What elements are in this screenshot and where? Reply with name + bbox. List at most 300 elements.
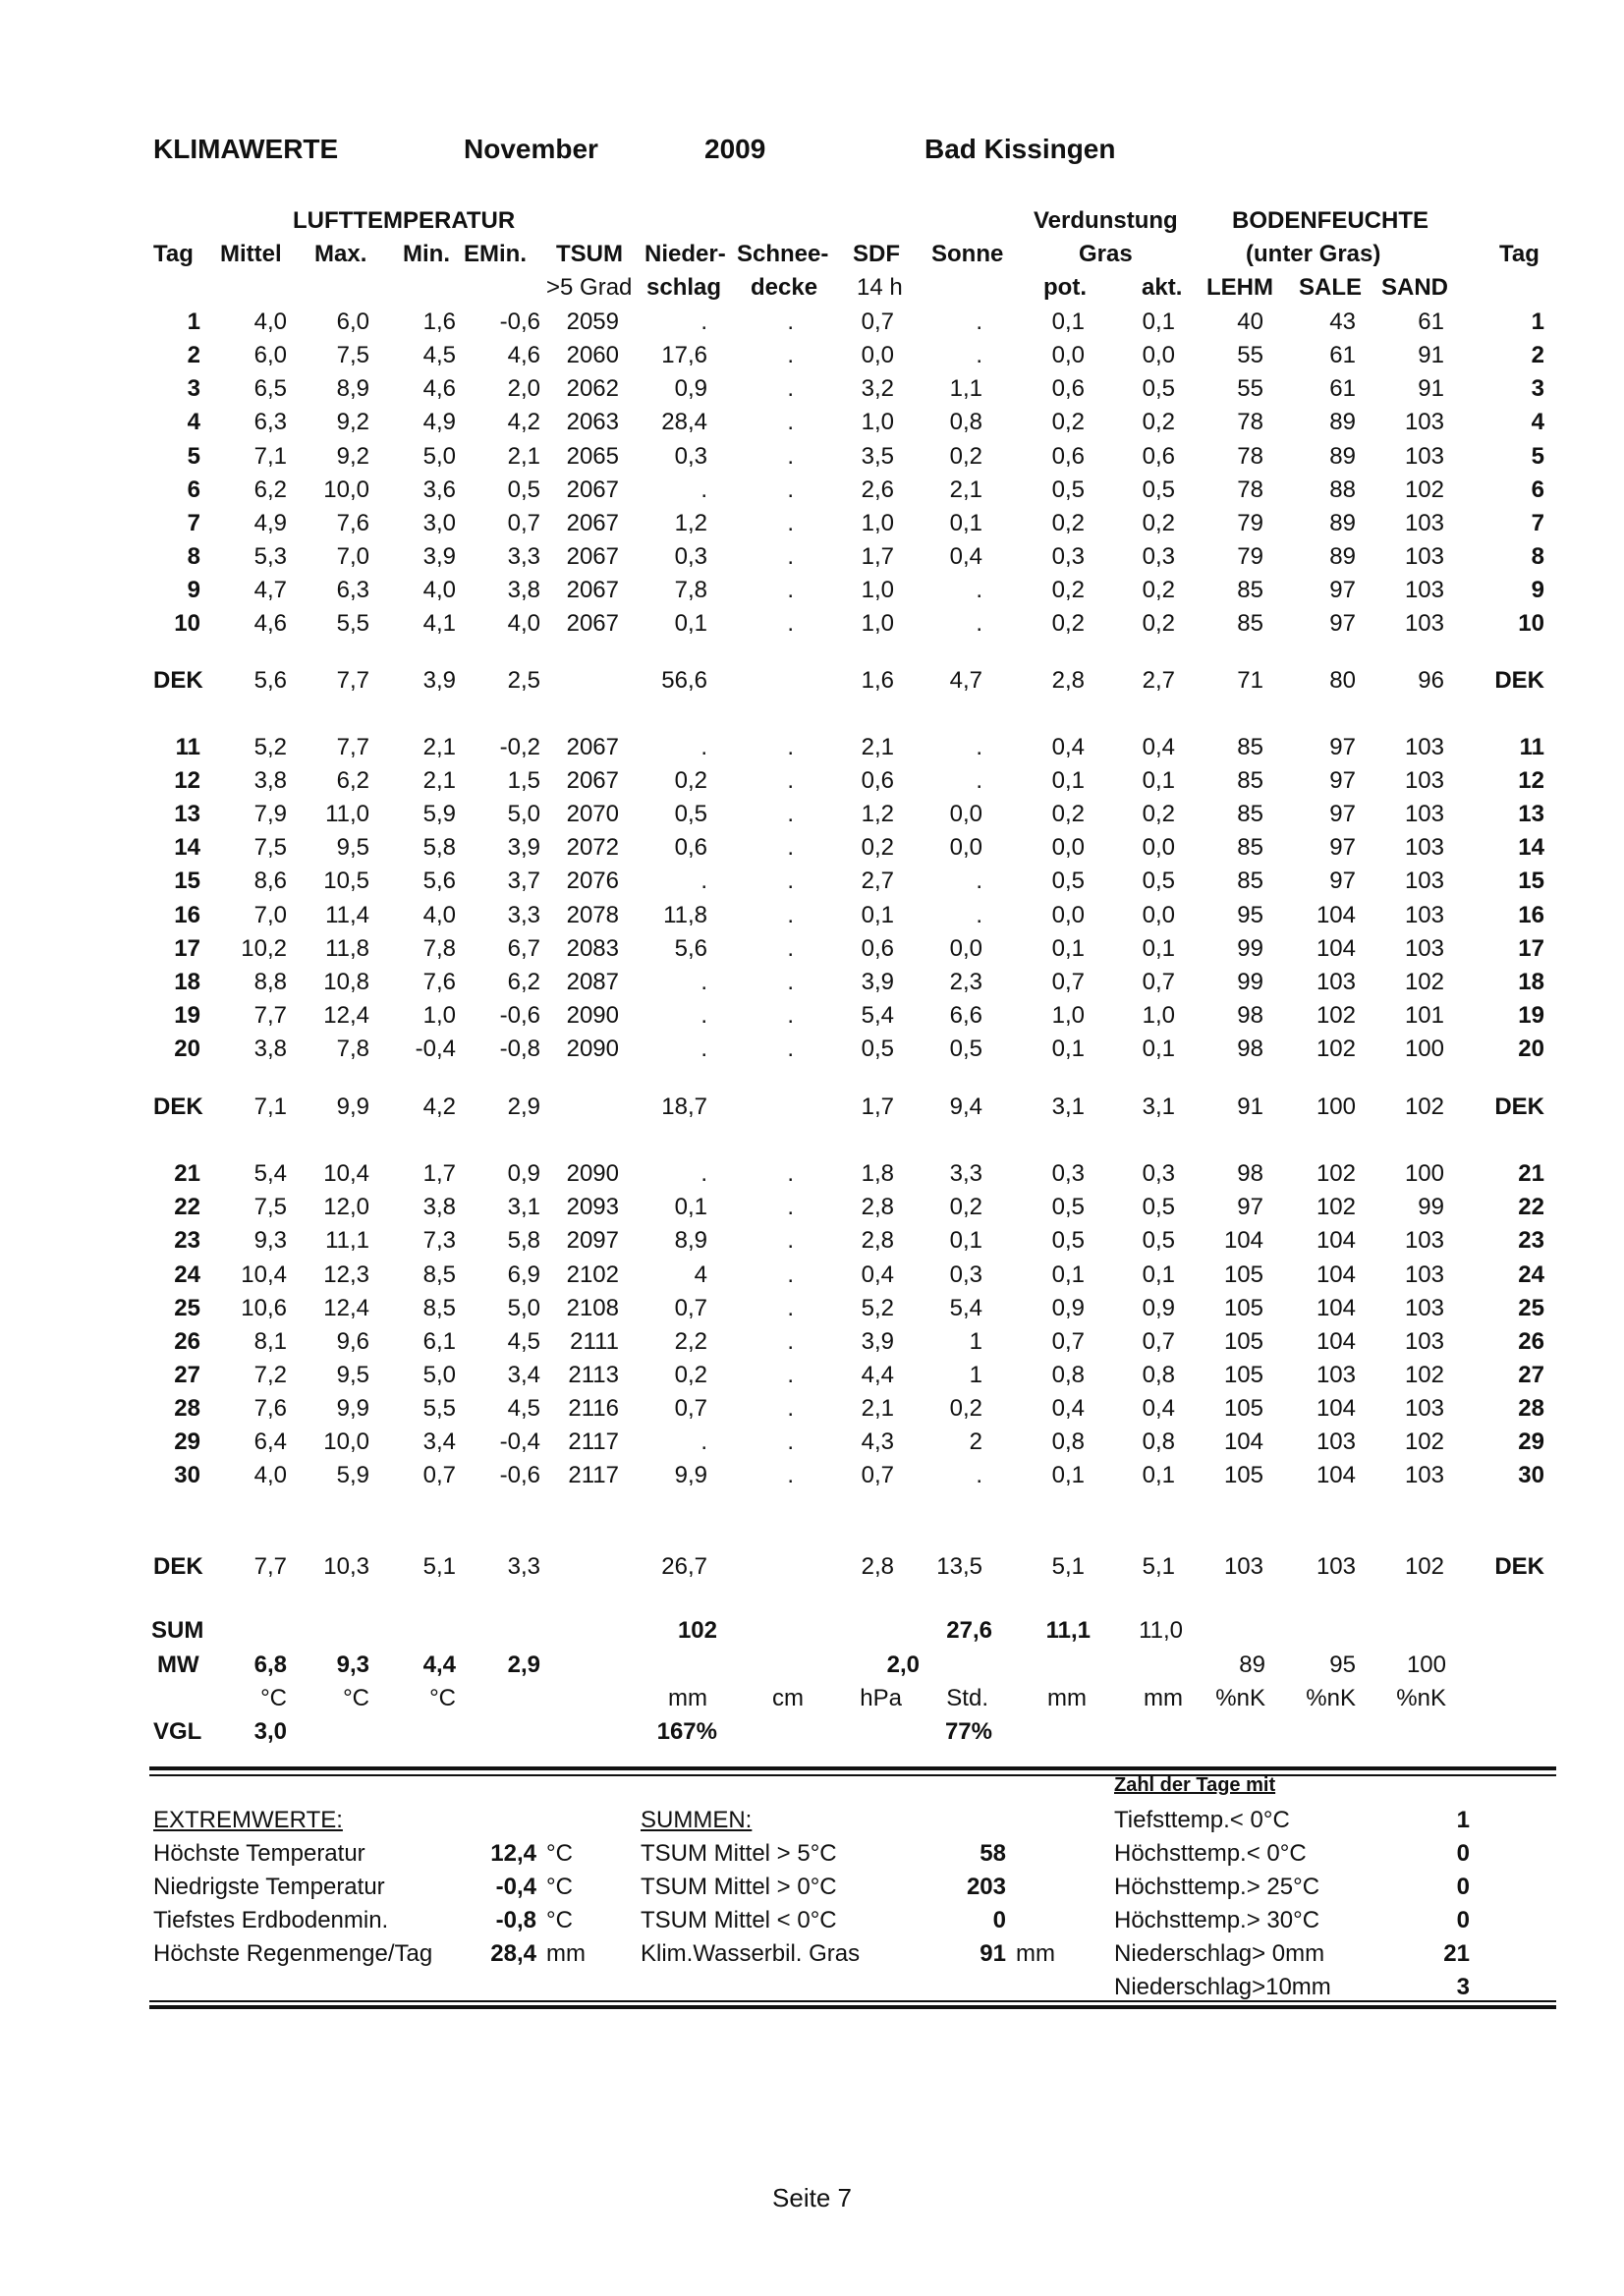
row-tag-right-cell: 20 [1518,1036,1544,1062]
header-verdunstung: Verdunstung [1034,207,1178,234]
row-akt-cell: 0,2 [1142,801,1175,827]
row-tsum-cell: 2065 [566,443,619,470]
row-tsum-cell: 2067 [566,543,619,570]
extreme-label: Höchste Regenmenge/Tag [153,1940,433,1967]
row-mittel-cell: 8,6 [253,868,287,894]
dek-min-cell: 4,2 [422,1093,456,1120]
row-sand-cell: 102 [1404,1362,1444,1388]
row-lehm-cell: 105 [1223,1395,1263,1422]
mw-min: 4,4 [422,1652,456,1678]
row-tag-cell: 20 [174,1036,200,1062]
dek-sonne-cell: 9,4 [949,1093,982,1120]
row-schnee-cell: . [787,902,794,928]
row-emin-cell: 5,0 [507,801,540,827]
row-emin-cell: -0,4 [499,1428,540,1455]
row-pot-cell: 0,1 [1051,935,1085,962]
row-sdf-cell: 1,2 [861,801,894,827]
report-year: 2009 [704,134,766,164]
row-tsum-cell: 2102 [566,1261,619,1288]
row-nieder-cell: 0,6 [674,834,707,861]
row-sand-cell: 103 [1404,543,1444,570]
row-emin-cell: 0,7 [507,510,540,536]
extreme-value: 28,4 [490,1940,536,1967]
row-tag-right-cell: 18 [1518,969,1544,995]
dek-tag-right-cell: DEK [1494,667,1544,694]
row-sale-cell: 89 [1329,543,1356,570]
row-tag-right-cell: 11 [1519,734,1544,760]
row-sand-cell: 103 [1404,1328,1444,1355]
extreme-unit: °C [546,1874,573,1900]
row-pot-cell: 0,5 [1051,1227,1085,1254]
dek-mittel-cell: 7,1 [253,1093,287,1120]
row-tag-right-cell: 24 [1518,1261,1544,1288]
header-max: Max. [314,241,367,267]
row-min-cell: 1,0 [422,1002,456,1029]
row-tag-cell: 28 [174,1395,200,1422]
row-pot-cell: 1,0 [1051,1002,1085,1029]
row-tsum-cell: 2060 [566,342,619,368]
row-sale-cell: 102 [1316,1194,1356,1220]
row-tag-cell: 26 [174,1328,200,1355]
header-schlag: schlag [646,274,722,301]
row-tsum-cell: 2072 [566,834,619,861]
row-mittel-cell: 3,8 [253,767,287,794]
row-schnee-cell: . [787,543,794,570]
row-min-cell: 5,9 [422,801,456,827]
row-tsum-cell: 2067 [566,577,619,603]
row-tag-right-cell: 30 [1518,1462,1544,1488]
row-schnee-cell: . [787,969,794,995]
row-emin-cell: 4,0 [507,610,540,637]
row-tag-right-cell: 7 [1531,510,1544,536]
row-lehm-cell: 78 [1237,409,1263,435]
report-month: November [464,134,598,164]
row-nieder-cell: 11,8 [663,902,707,928]
row-tag-right-cell: 3 [1531,375,1544,402]
row-mittel-cell: 5,2 [253,734,287,760]
row-sand-cell: 103 [1404,801,1444,827]
row-mittel-cell: 8,8 [253,969,287,995]
row-tag-cell: 4 [187,409,200,435]
row-lehm-cell: 98 [1237,1160,1263,1187]
row-tsum-cell: 2063 [566,409,619,435]
row-max-cell: 9,9 [336,1395,369,1422]
row-sale-cell: 102 [1316,1002,1356,1029]
unit-sonne: Std. [946,1685,988,1711]
row-max-cell: 6,3 [336,577,369,603]
row-mittel-cell: 6,0 [253,342,287,368]
row-min-cell: 7,6 [422,969,456,995]
row-pot-cell: 0,1 [1051,1036,1085,1062]
row-emin-cell: 2,0 [507,375,540,402]
row-tsum-cell: 2093 [566,1194,619,1220]
header-bodenfeuchte: BODENFEUCHTE [1232,207,1429,234]
row-tsum-cell: 2087 [566,969,619,995]
row-lehm-cell: 79 [1237,543,1263,570]
row-akt-cell: 0,1 [1142,308,1175,335]
row-tsum-cell: 2116 [568,1395,619,1422]
days-item-value: 0 [1456,1874,1470,1900]
row-mittel-cell: 6,3 [253,409,287,435]
row-emin-cell: 3,7 [507,868,540,894]
unit-schnee: cm [772,1685,804,1711]
row-sale-cell: 104 [1316,1395,1356,1422]
row-sand-cell: 103 [1404,1227,1444,1254]
row-min-cell: 3,4 [422,1428,456,1455]
row-tag-right-cell: 28 [1518,1395,1544,1422]
row-schnee-cell: . [787,610,794,637]
row-tag-cell: 5 [187,443,200,470]
dek-emin-cell: 2,9 [507,1093,540,1120]
row-min-cell: 1,7 [422,1160,456,1187]
row-pot-cell: 0,1 [1051,767,1085,794]
row-tag-cell: 29 [174,1428,200,1455]
row-sdf-cell: 2,1 [861,734,894,760]
row-tsum-cell: 2083 [566,935,619,962]
row-sand-cell: 103 [1404,443,1444,470]
row-sdf-cell: 5,4 [861,1002,894,1029]
row-akt-cell: 0,8 [1142,1362,1175,1388]
row-sonne-cell: . [976,868,982,894]
dek-tag-cell: DEK [153,1093,203,1120]
row-sale-cell: 61 [1329,375,1356,402]
row-min-cell: -0,4 [415,1036,456,1062]
row-max-cell: 5,5 [336,610,369,637]
row-pot-cell: 0,6 [1051,375,1085,402]
row-tag-right-cell: 17 [1518,935,1544,962]
days-item-value: 21 [1443,1940,1470,1967]
row-tag-right-cell: 5 [1531,443,1544,470]
row-schnee-cell: . [787,834,794,861]
row-tag-cell: 10 [174,610,200,637]
row-pot-cell: 0,5 [1051,476,1085,503]
row-sdf-cell: 0,7 [861,308,894,335]
dek-sand-cell: 102 [1404,1093,1444,1120]
sum-item-value: 91 [980,1940,1006,1967]
mw-lehm: 89 [1239,1652,1265,1678]
row-schnee-cell: . [787,409,794,435]
row-sonne-cell: . [976,767,982,794]
row-lehm-cell: 105 [1223,1462,1263,1488]
row-tag-cell: 21 [174,1160,200,1187]
row-nieder-cell: 0,2 [674,767,707,794]
row-min-cell: 3,9 [422,543,456,570]
row-schnee-cell: . [787,577,794,603]
row-min-cell: 1,6 [422,308,456,335]
dek-lehm-cell: 71 [1237,667,1263,694]
row-tag-right-cell: 16 [1518,902,1544,928]
row-schnee-cell: . [787,1227,794,1254]
row-sale-cell: 103 [1316,1428,1356,1455]
row-lehm-cell: 85 [1237,734,1263,760]
row-sale-cell: 61 [1329,342,1356,368]
row-min-cell: 0,7 [422,1462,456,1488]
dek-sale-cell: 80 [1329,667,1356,694]
row-pot-cell: 0,2 [1051,610,1085,637]
dek-akt-cell: 3,1 [1142,1093,1175,1120]
header-nieder: Nieder- [644,241,726,267]
page-number: Seite 7 [772,2183,852,2212]
row-pot-cell: 0,3 [1051,543,1085,570]
row-sale-cell: 104 [1316,1227,1356,1254]
dek-lehm-cell: 103 [1223,1553,1263,1580]
row-mittel-cell: 7,0 [253,902,287,928]
mw-emin: 2,9 [507,1652,540,1678]
row-emin-cell: 4,5 [507,1328,540,1355]
row-max-cell: 6,2 [336,767,369,794]
row-schnee-cell: . [787,510,794,536]
header-tag-left: Tag [153,241,194,267]
divider-top-thin [149,1774,1556,1776]
row-tag-right-cell: 15 [1518,868,1544,894]
mw-mittel: 6,8 [253,1652,287,1678]
row-nieder-cell: 0,3 [674,543,707,570]
row-pot-cell: 0,4 [1051,1395,1085,1422]
row-tag-cell: 1 [187,308,200,335]
header-akt: akt. [1142,274,1183,301]
dek-sdf-cell: 1,6 [861,667,894,694]
row-akt-cell: 0,4 [1142,734,1175,760]
row-min-cell: 5,0 [422,443,456,470]
row-emin-cell: -0,6 [499,1002,540,1029]
row-akt-cell: 0,9 [1142,1295,1175,1321]
row-min-cell: 7,8 [422,935,456,962]
row-lehm-cell: 104 [1223,1428,1263,1455]
row-sdf-cell: 2,1 [861,1395,894,1422]
header-emin: EMin. [464,241,527,267]
row-tsum-cell: 2111 [570,1328,619,1355]
row-lehm-cell: 99 [1237,969,1263,995]
row-sonne-cell: 0,4 [949,543,982,570]
dek-sdf-cell: 1,7 [861,1093,894,1120]
row-nieder-cell: 8,9 [674,1227,707,1254]
report-title: KLIMAWERTE [153,134,339,164]
row-sdf-cell: 3,5 [861,443,894,470]
row-sale-cell: 97 [1329,610,1356,637]
row-sand-cell: 91 [1418,342,1444,368]
row-min-cell: 7,3 [422,1227,456,1254]
row-lehm-cell: 99 [1237,935,1263,962]
row-sonne-cell: 0,0 [949,935,982,962]
row-akt-cell: 0,4 [1142,1395,1175,1422]
dek-sonne-cell: 13,5 [936,1553,982,1580]
row-tag-cell: 8 [187,543,200,570]
dek-tag-right-cell: DEK [1494,1553,1544,1580]
dek-emin-cell: 3,3 [507,1553,540,1580]
row-sonne-cell: 3,3 [949,1160,982,1187]
header-lehm: LEHM [1206,274,1273,301]
row-akt-cell: 0,0 [1142,902,1175,928]
row-tsum-cell: 2090 [566,1160,619,1187]
row-lehm-cell: 78 [1237,476,1263,503]
extreme-unit: °C [546,1907,573,1933]
extreme-value: 12,4 [490,1840,536,1867]
row-tag-cell: 12 [174,767,200,794]
sum-nieder: 102 [677,1617,717,1644]
days-item-value: 3 [1456,1974,1470,2000]
row-akt-cell: 0,1 [1142,1261,1175,1288]
dek-sale-cell: 103 [1316,1553,1356,1580]
row-mittel-cell: 4,7 [253,577,287,603]
row-min-cell: 8,5 [422,1295,456,1321]
row-min-cell: 4,1 [422,610,456,637]
row-tag-right-cell: 9 [1531,577,1544,603]
row-sdf-cell: 2,8 [861,1194,894,1220]
row-tag-cell: 19 [174,1002,200,1029]
row-sonne-cell: 0,2 [949,1395,982,1422]
row-sonne-cell: 0,5 [949,1036,982,1062]
row-nieder-cell: . [700,969,707,995]
unit-nieder: mm [668,1685,707,1711]
row-tag-cell: 24 [174,1261,200,1288]
row-akt-cell: 0,7 [1142,969,1175,995]
row-emin-cell: 5,0 [507,1295,540,1321]
extreme-value: -0,8 [495,1907,536,1933]
row-sdf-cell: 5,2 [861,1295,894,1321]
row-pot-cell: 0,2 [1051,510,1085,536]
row-sonne-cell: . [976,308,982,335]
row-min-cell: 6,1 [422,1328,456,1355]
row-emin-cell: -0,6 [499,308,540,335]
row-sdf-cell: 4,3 [861,1428,894,1455]
sum-sonne: 27,6 [946,1617,992,1644]
row-sale-cell: 89 [1329,510,1356,536]
row-akt-cell: 0,2 [1142,409,1175,435]
row-sand-cell: 103 [1404,1261,1444,1288]
dek-pot-cell: 5,1 [1051,1553,1085,1580]
row-tsum-cell: 2076 [566,868,619,894]
row-sdf-cell: 0,6 [861,767,894,794]
row-nieder-cell: . [700,868,707,894]
row-akt-cell: 0,0 [1142,834,1175,861]
dek-min-cell: 5,1 [422,1553,456,1580]
row-max-cell: 11,1 [325,1227,369,1254]
row-tsum-cell: 2078 [566,902,619,928]
row-mittel-cell: 4,0 [253,308,287,335]
row-tag-cell: 17 [174,935,200,962]
row-tsum-cell: 2062 [566,375,619,402]
row-nieder-cell: 2,2 [674,1328,707,1355]
row-pot-cell: 0,0 [1051,342,1085,368]
row-emin-cell: 4,5 [507,1395,540,1422]
header-grad: >5 Grad [546,274,633,301]
row-akt-cell: 0,2 [1142,510,1175,536]
row-min-cell: 5,5 [422,1395,456,1422]
sums-heading: SUMMEN: [641,1807,753,1833]
divider-top-thick [149,1766,1556,1770]
row-sdf-cell: 0,5 [861,1036,894,1062]
row-akt-cell: 1,0 [1142,1002,1175,1029]
row-max-cell: 7,8 [336,1036,369,1062]
row-mittel-cell: 7,5 [253,1194,287,1220]
sum-label: SUM [151,1617,204,1644]
row-tsum-cell: 2070 [566,801,619,827]
unit-mittel: °C [260,1685,287,1711]
row-lehm-cell: 85 [1237,868,1263,894]
unit-akt: mm [1144,1685,1183,1711]
row-tag-cell: 23 [174,1227,200,1254]
dek-max-cell: 7,7 [336,667,369,694]
row-tag-right-cell: 29 [1518,1428,1544,1455]
dek-lehm-cell: 91 [1237,1093,1263,1120]
row-nieder-cell: 0,7 [674,1395,707,1422]
row-sonne-cell: 6,6 [949,1002,982,1029]
row-mittel-cell: 6,4 [253,1428,287,1455]
row-sonne-cell: 2,3 [949,969,982,995]
row-mittel-cell: 5,4 [253,1160,287,1187]
row-akt-cell: 0,5 [1142,1194,1175,1220]
row-sonne-cell: 0,2 [949,1194,982,1220]
row-max-cell: 9,5 [336,834,369,861]
days-item-label: Höchsttemp.> 30°C [1114,1907,1320,1933]
extreme-label: Tiefstes Erdbodenmin. [153,1907,389,1933]
row-sonne-cell: . [976,902,982,928]
row-min-cell: 3,0 [422,510,456,536]
row-tag-right-cell: 22 [1518,1194,1544,1220]
dek-min-cell: 3,9 [422,667,456,694]
row-tag-right-cell: 8 [1531,543,1544,570]
row-pot-cell: 0,8 [1051,1362,1085,1388]
row-sand-cell: 101 [1404,1002,1444,1029]
row-sdf-cell: 1,7 [861,543,894,570]
dek-akt-cell: 2,7 [1142,667,1175,694]
dek-sand-cell: 96 [1418,667,1444,694]
row-mittel-cell: 7,5 [253,834,287,861]
row-emin-cell: 3,3 [507,902,540,928]
row-schnee-cell: . [787,342,794,368]
row-mittel-cell: 3,8 [253,1036,287,1062]
row-emin-cell: 6,2 [507,969,540,995]
row-akt-cell: 0,1 [1142,1462,1175,1488]
row-nieder-cell: . [700,308,707,335]
row-lehm-cell: 85 [1237,577,1263,603]
row-min-cell: 2,1 [422,734,456,760]
row-sdf-cell: 2,6 [861,476,894,503]
row-max-cell: 10,0 [323,1428,369,1455]
row-mittel-cell: 8,1 [253,1328,287,1355]
row-emin-cell: -0,2 [499,734,540,760]
row-lehm-cell: 104 [1223,1227,1263,1254]
row-sand-cell: 103 [1404,767,1444,794]
extreme-unit: °C [546,1840,573,1867]
dek-max-cell: 9,9 [336,1093,369,1120]
row-max-cell: 12,4 [323,1295,369,1321]
row-pot-cell: 0,3 [1051,1160,1085,1187]
row-pot-cell: 0,7 [1051,969,1085,995]
row-min-cell: 2,1 [422,767,456,794]
row-mittel-cell: 7,6 [253,1395,287,1422]
sum-item-value: 58 [980,1840,1006,1867]
row-sdf-cell: 0,6 [861,935,894,962]
header-sonne: Sonne [931,241,1004,267]
row-nieder-cell: 0,7 [674,1295,707,1321]
extreme-label: Höchste Temperatur [153,1840,365,1867]
sum-item-label: Klim.Wasserbil. Gras [641,1940,861,1967]
row-tsum-cell: 2067 [566,767,619,794]
row-pot-cell: 0,9 [1051,1295,1085,1321]
row-emin-cell: 6,7 [507,935,540,962]
row-min-cell: 4,6 [422,375,456,402]
row-max-cell: 9,6 [336,1328,369,1355]
row-tag-right-cell: 19 [1518,1002,1544,1029]
days-item-label: Niederschlag> 0mm [1114,1940,1325,1967]
row-schnee-cell: . [787,1328,794,1355]
row-nieder-cell: . [700,1160,707,1187]
row-lehm-cell: 95 [1237,902,1263,928]
row-schnee-cell: . [787,801,794,827]
row-sonne-cell: . [976,342,982,368]
row-mittel-cell: 6,5 [253,375,287,402]
